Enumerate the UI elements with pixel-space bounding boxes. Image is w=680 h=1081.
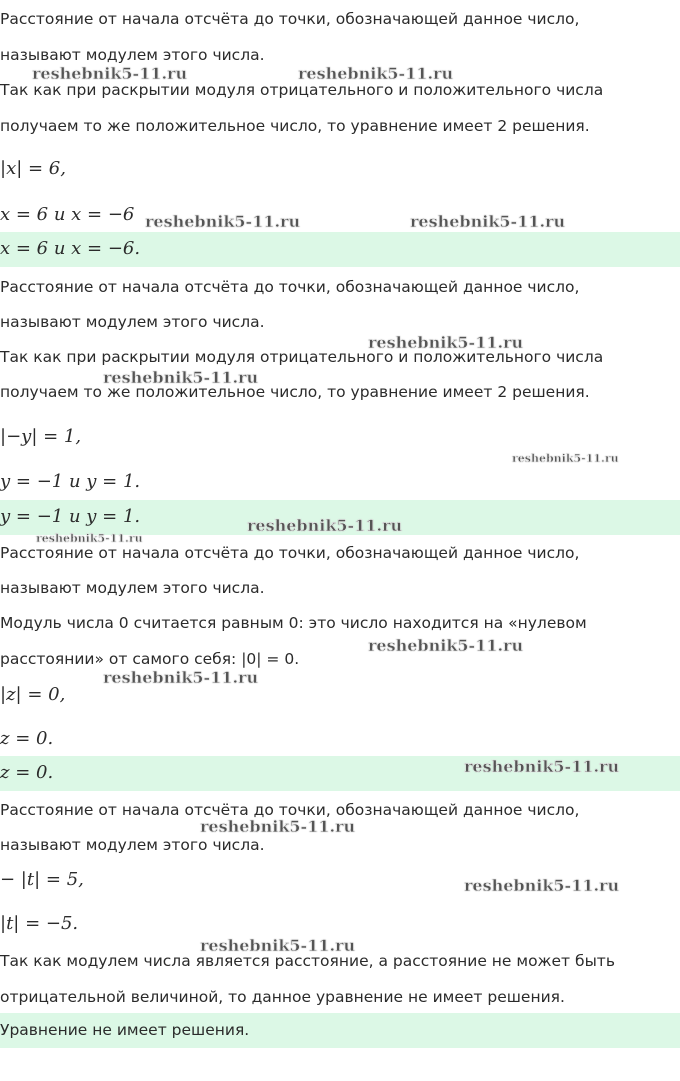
equation: |t| = −5. (0, 913, 79, 934)
text-line: Расстояние от начала отсчёта до точки, обозначающей данное число, (0, 10, 580, 28)
watermark: reshebnik5-11.ru (200, 936, 356, 955)
answer-text: y = −1 и y = 1. (0, 506, 141, 527)
watermark: reshebnik5-11.ru (32, 64, 188, 83)
text-line: называют модулем этого числа. (0, 46, 265, 64)
watermark: reshebnik5-11.ru (368, 333, 524, 352)
text-line: расстоянии» от самого себя: |0| = 0. (0, 650, 300, 668)
text-line: Расстояние от начала отсчёта до точки, обозначающей данное число, (0, 801, 580, 819)
text-line: Так как модулем числа является расстояние, а расстояние не может быть (0, 952, 615, 970)
equation: |x| = 6, (0, 158, 66, 179)
watermark: reshebnik5-11.ru (464, 757, 620, 776)
watermark: reshebnik5-11.ru (512, 452, 619, 465)
text-line: называют модулем этого числа. (0, 579, 265, 597)
watermark: reshebnik5-11.ru (410, 212, 566, 231)
watermark: reshebnik5-11.ru (103, 368, 259, 387)
text-line: Расстояние от начала отсчёта до точки, обозначающей данное число, (0, 278, 580, 296)
text-line: получаем то же положительное число, то уравнение имеет 2 решения. (0, 117, 590, 135)
answer-box (0, 1013, 680, 1048)
text-line: Модуль числа 0 считается равным 0: это число находится на «нулевом (0, 614, 587, 632)
text-line: Так как при раскрытии модуля отрицательного и положительного числа (0, 348, 604, 366)
answer-text: z = 0. (0, 762, 54, 783)
text-line: отрицательной величиной, то данное уравнение не имеет решения. (0, 988, 565, 1006)
answer-box (0, 232, 680, 267)
equation: y = −1 и y = 1. (0, 471, 141, 492)
answer-text: Уравнение не имеет решения. (0, 1021, 250, 1039)
equation: |−y| = 1, (0, 426, 82, 447)
watermark: reshebnik5-11.ru (36, 532, 143, 545)
watermark: reshebnik5-11.ru (145, 212, 301, 231)
answer-text: x = 6 и x = −6. (0, 238, 141, 259)
text-line: Так как при раскрытии модуля отрицательного и положительного числа (0, 81, 604, 99)
equation: z = 0. (0, 728, 54, 749)
watermark: reshebnik5-11.ru (103, 668, 259, 687)
text-line: получаем то же положительное число, то уравнение имеет 2 решения. (0, 383, 590, 401)
text-line: называют модулем этого числа. (0, 313, 265, 331)
equation: |z| = 0, (0, 684, 66, 705)
watermark: reshebnik5-11.ru (298, 64, 454, 83)
watermark: reshebnik5-11.ru (200, 817, 356, 836)
watermark: reshebnik5-11.ru (464, 876, 620, 895)
text-line: Расстояние от начала отсчёта до точки, обозначающей данное число, (0, 544, 580, 562)
text-line: называют модулем этого числа. (0, 836, 265, 854)
watermark: reshebnik5-11.ru (368, 636, 524, 655)
equation: x = 6 и x = −6 (0, 204, 135, 225)
watermark: reshebnik5-11.ru (247, 516, 403, 535)
equation: − |t| = 5, (0, 869, 84, 890)
